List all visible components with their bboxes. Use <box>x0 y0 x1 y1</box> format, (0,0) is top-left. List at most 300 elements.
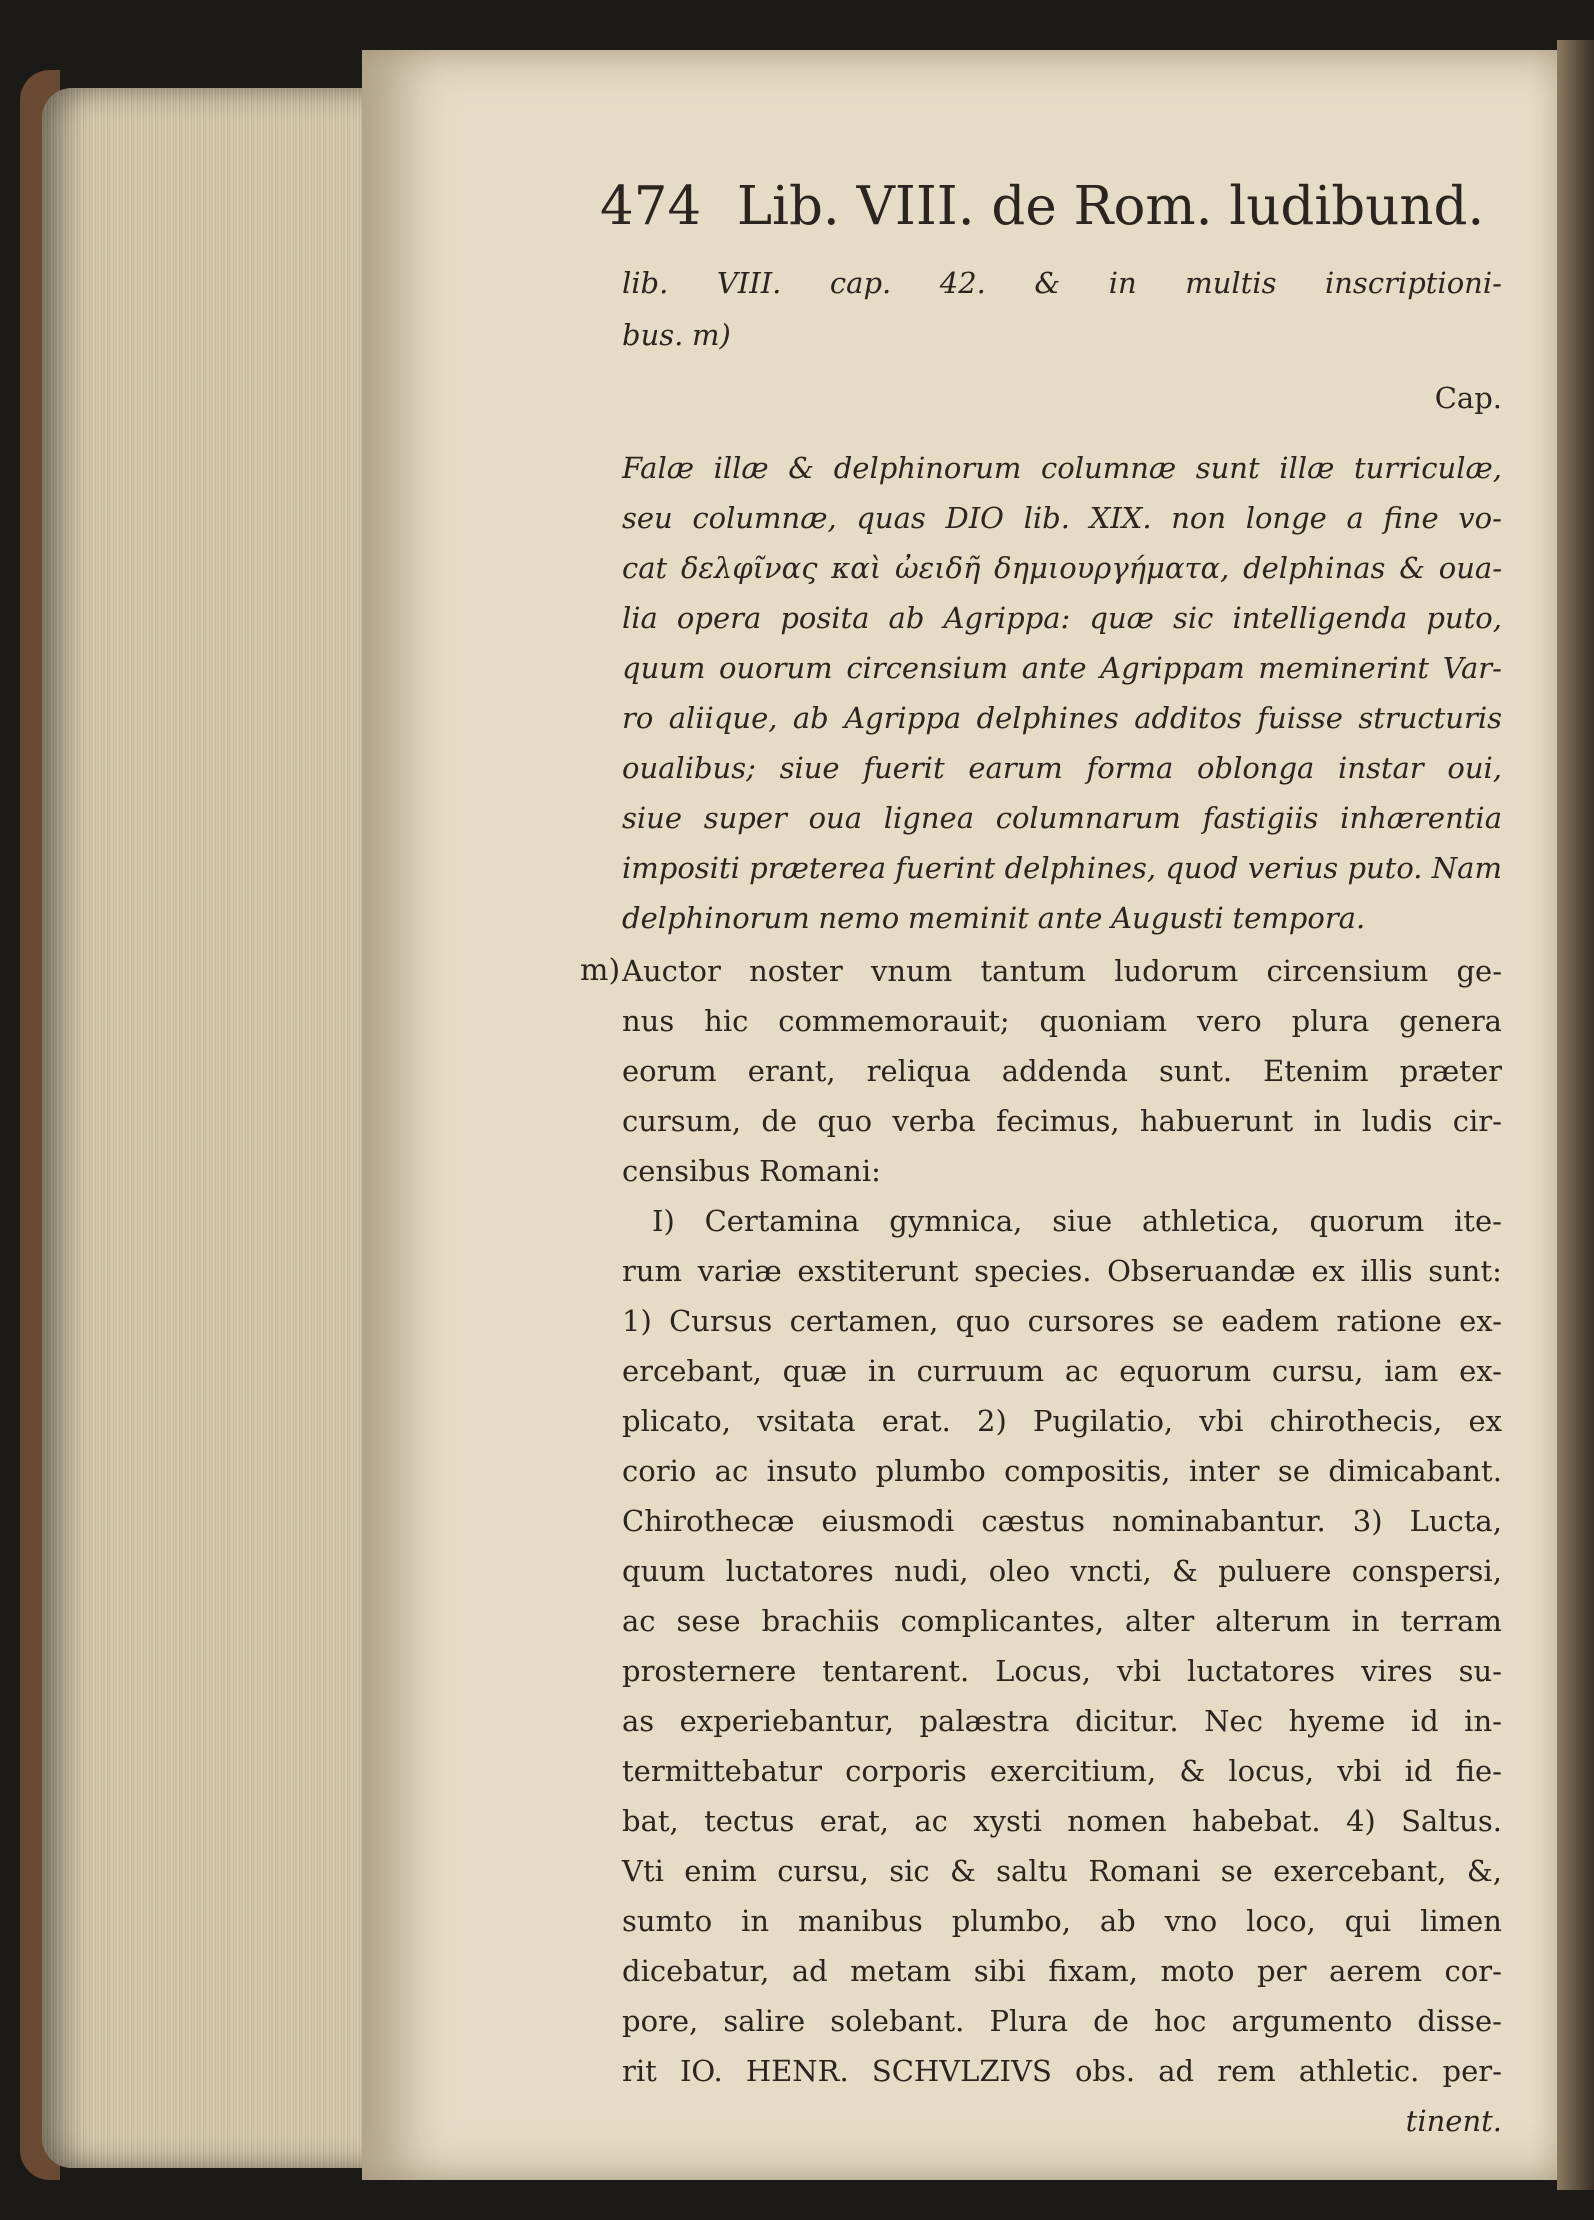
text-line <box>622 1648 1502 1694</box>
word: prosternere <box>622 1654 797 1688</box>
word: in <box>741 1904 770 1938</box>
word: ex- <box>1459 1354 1502 1388</box>
word: verba <box>892 1104 976 1138</box>
word: ac <box>622 1604 656 1638</box>
text-line <box>622 1848 1502 1894</box>
word: Nam <box>1431 851 1502 885</box>
word: fie- <box>1455 1754 1502 1788</box>
word: ex <box>1468 1404 1502 1438</box>
word: sic <box>889 1854 930 1888</box>
word: sumto <box>622 1904 713 1938</box>
word: circensium <box>1266 954 1429 988</box>
word: Chirothecæ <box>622 1504 795 1538</box>
word: impositi <box>622 851 740 885</box>
facing-page-edge <box>1557 40 1594 2190</box>
word: dimicabant. <box>1328 1454 1502 1488</box>
word: ὠειδῆ <box>894 551 981 585</box>
text-line <box>622 1698 1502 1744</box>
word: xysti <box>973 1804 1042 1838</box>
word: variæ <box>697 1254 782 1288</box>
word: hic <box>704 1004 749 1038</box>
word: intelligenda <box>1232 601 1408 635</box>
word: Saltus. <box>1401 1804 1502 1838</box>
word: nus <box>622 1004 675 1038</box>
word: illæ <box>1279 451 1335 485</box>
word: puto, <box>1426 601 1502 635</box>
word: 42. <box>939 266 986 300</box>
word: quum <box>622 651 706 685</box>
word: ge- <box>1456 954 1502 988</box>
word: iam <box>1384 1354 1439 1388</box>
word: athletic. <box>1298 2054 1420 2088</box>
word: vnum <box>871 954 953 988</box>
word: in- <box>1464 1704 1502 1738</box>
word: moto <box>1160 1954 1235 1988</box>
word: species. <box>974 1254 1092 1288</box>
word: HENR. <box>745 2054 849 2088</box>
word: illis <box>1360 1254 1413 1288</box>
page-number: 474 <box>600 176 702 237</box>
text-line <box>622 1498 1502 1544</box>
word: nudi, <box>894 1554 969 1588</box>
word: meminerint <box>1258 651 1430 685</box>
word: super <box>703 801 787 835</box>
word: Agrippam <box>1100 651 1245 685</box>
word: oui, <box>1447 751 1502 785</box>
word: tempora. <box>1232 901 1366 935</box>
word: aerem <box>1329 1954 1423 1988</box>
word: &, <box>1466 1854 1502 1888</box>
word: ante <box>1037 901 1103 935</box>
word: SCHVLZIVS <box>871 2054 1052 2088</box>
word: oblonga <box>1197 751 1315 785</box>
word: cir- <box>1452 1104 1502 1138</box>
word: inter <box>1188 1454 1260 1488</box>
word: chirothecis, <box>1269 1404 1443 1438</box>
word: termittebatur <box>622 1754 822 1788</box>
word: 3) <box>1352 1504 1383 1538</box>
word: habebat. <box>1192 1804 1321 1838</box>
text-line <box>622 1448 1502 1494</box>
word: curruum <box>916 1354 1045 1388</box>
word: καὶ <box>831 551 882 585</box>
word: Obseruandæ <box>1107 1254 1296 1288</box>
word: id <box>1410 1704 1439 1738</box>
word: Locus, <box>995 1654 1091 1688</box>
word: I) <box>652 1204 675 1238</box>
word: fuerit <box>863 751 945 785</box>
word: rit <box>622 2054 657 2088</box>
word: dicebatur, <box>622 1954 770 1988</box>
word: fecimus, <box>995 1104 1120 1138</box>
word: athletica, <box>1141 1204 1280 1238</box>
text-line <box>622 495 1502 541</box>
word: additos <box>1134 701 1242 735</box>
text-line <box>622 1248 1502 1294</box>
word: cap. <box>829 266 892 300</box>
word: reliqua <box>866 1054 971 1088</box>
word: turriculæ, <box>1353 451 1502 485</box>
word: erant, <box>747 1054 836 1088</box>
text-line <box>622 645 1502 691</box>
word: Romani: <box>759 1154 881 1188</box>
text-line <box>622 1298 1502 1344</box>
word: siue <box>779 751 840 785</box>
text-line <box>622 1798 1502 1844</box>
word: solebant. <box>830 2004 965 2038</box>
word: illæ <box>713 451 769 485</box>
word: Agrippa <box>844 701 962 735</box>
word: ite- <box>1454 1204 1502 1238</box>
word: ac <box>714 1454 749 1488</box>
word: enim <box>684 1854 757 1888</box>
word: erat. <box>881 1404 951 1438</box>
word: cursu, <box>777 1854 869 1888</box>
text-line <box>622 260 1502 306</box>
word: in <box>867 1354 896 1388</box>
word: tentarent. <box>822 1654 970 1688</box>
word: quorum <box>1309 1204 1425 1238</box>
word: puluere <box>1218 1554 1332 1588</box>
word: sese <box>676 1604 741 1638</box>
word: exstiterunt <box>797 1254 959 1288</box>
word: ercebant, <box>622 1354 762 1388</box>
text-line <box>622 1598 1502 1644</box>
word: commemorauit; <box>778 1004 1010 1038</box>
text-line <box>622 745 1502 791</box>
word: ac <box>1064 1354 1099 1388</box>
running-head: Lib. VIII. de Rom. ludibund. <box>736 176 1485 237</box>
word: compositis, <box>1004 1454 1171 1488</box>
word: locus, <box>1228 1754 1315 1788</box>
word: vo- <box>1458 501 1502 535</box>
word: Certamina <box>704 1204 860 1238</box>
word: cursu, <box>1271 1354 1364 1388</box>
word: corporis <box>845 1754 967 1788</box>
word: alter <box>1125 1604 1195 1638</box>
word: vno <box>1164 1904 1218 1938</box>
word: bus. <box>622 318 684 352</box>
word: gymnica, <box>889 1204 1023 1238</box>
word: plicato, <box>622 1404 731 1438</box>
text-line <box>622 545 1502 591</box>
word: fuerint <box>895 851 996 885</box>
text-line <box>622 445 1502 491</box>
text-line <box>622 1148 1502 1194</box>
page-header <box>600 172 1520 242</box>
word: oua <box>808 801 863 835</box>
word: hyeme <box>1288 1704 1386 1738</box>
text-line <box>622 375 1502 421</box>
word: siue <box>622 801 682 835</box>
word: saltu <box>996 1854 1068 1888</box>
word: cursores <box>1027 1304 1155 1338</box>
word: vbi <box>1199 1404 1244 1438</box>
word: & <box>1399 551 1426 585</box>
word: manibus <box>797 1904 923 1938</box>
word: 1) <box>622 1304 652 1338</box>
word: delphinorum <box>833 451 1022 485</box>
word: inhærentia <box>1340 801 1502 835</box>
word: vsitata <box>757 1404 856 1438</box>
word: quo <box>817 1104 873 1138</box>
word: vbi <box>1116 1654 1162 1688</box>
text-line <box>622 1998 1502 2044</box>
word: tectus <box>704 1804 795 1838</box>
word: quas <box>856 501 926 535</box>
word: erat, <box>819 1804 889 1838</box>
word: in <box>1108 266 1137 300</box>
text-line <box>622 695 1502 741</box>
word: Auctor <box>622 954 721 988</box>
word: lia <box>622 601 658 635</box>
word: præter <box>1399 1054 1502 1088</box>
word: sunt: <box>1428 1254 1502 1288</box>
word: equorum <box>1119 1354 1252 1388</box>
word: præterea <box>749 851 886 885</box>
word: siue <box>1052 1204 1113 1238</box>
word: ratione <box>1336 1304 1442 1338</box>
text-line <box>622 2048 1502 2094</box>
word: & <box>949 1854 976 1888</box>
word: obs. <box>1074 2054 1136 2088</box>
note-marker: m) <box>580 953 621 988</box>
word: id <box>1404 1754 1433 1788</box>
text-line <box>622 1748 1502 1794</box>
word: palæstra <box>919 1704 1050 1738</box>
word: ab <box>1099 1904 1136 1938</box>
word: plumbo <box>875 1454 986 1488</box>
word: sunt <box>1195 451 1260 485</box>
word: non <box>1171 501 1227 535</box>
word: loco, <box>1246 1904 1316 1938</box>
word: per- <box>1442 2054 1502 2088</box>
word: DIO <box>945 501 1004 535</box>
word: corio <box>622 1454 697 1488</box>
word: columnarum <box>995 801 1181 835</box>
word: a <box>1346 501 1364 535</box>
word: ac <box>914 1804 948 1838</box>
word: rem <box>1217 2054 1276 2088</box>
word: oualibus; <box>622 751 756 785</box>
word: ad <box>791 1954 828 1988</box>
word: plura <box>1291 1004 1370 1038</box>
word: fixam, <box>1048 1954 1138 1988</box>
word: oua- <box>1438 551 1502 585</box>
word: quoniam <box>1039 1004 1167 1038</box>
word: exercitium, <box>989 1754 1157 1788</box>
word: ro <box>622 701 654 735</box>
word: tantum <box>980 954 1086 988</box>
word: ad <box>1158 2054 1195 2088</box>
word: Nec <box>1204 1704 1263 1738</box>
word: 2) <box>977 1404 1007 1438</box>
word: Agrippa: <box>943 601 1071 635</box>
word: vncti, <box>1070 1554 1152 1588</box>
word: δελφῖνας <box>680 551 818 585</box>
word: rum <box>622 1254 683 1288</box>
word: disse- <box>1417 2004 1502 2038</box>
word: cursum, <box>622 1104 742 1138</box>
word: se <box>1172 1304 1205 1338</box>
word: quum <box>622 1554 706 1588</box>
word: in <box>1351 1604 1380 1638</box>
word: tinent. <box>1405 2104 1502 2138</box>
text-line <box>622 998 1502 1044</box>
text-line <box>622 1398 1502 1444</box>
text-line <box>622 2098 1502 2144</box>
word: quod <box>1165 851 1239 885</box>
word: & <box>788 451 815 485</box>
word: plumbo, <box>951 1904 1071 1938</box>
word: fine <box>1383 501 1439 535</box>
word: Vti <box>622 1854 664 1888</box>
word: eorum <box>622 1054 717 1088</box>
word: Lucta, <box>1409 1504 1502 1538</box>
word: & <box>1179 1754 1206 1788</box>
word: eadem <box>1221 1304 1320 1338</box>
word: vero <box>1196 1004 1262 1038</box>
text-line <box>622 1348 1502 1394</box>
word: lib. <box>1023 501 1070 535</box>
word: Falæ <box>622 451 694 485</box>
word: luctatores <box>1187 1654 1336 1688</box>
word: cat <box>622 551 668 585</box>
word: cor- <box>1444 1954 1502 1988</box>
word: quo <box>955 1304 1011 1338</box>
word: lib. <box>622 266 669 300</box>
word: longe <box>1245 501 1327 535</box>
word: fastigiis <box>1202 801 1319 835</box>
text-line <box>622 312 1502 358</box>
text-line <box>622 795 1502 841</box>
word: m) <box>692 318 731 352</box>
word: Pugilatio, <box>1032 1404 1174 1438</box>
word: in <box>1313 1104 1342 1138</box>
word: Etenim <box>1263 1054 1369 1088</box>
word: δημιουργήματα, <box>994 551 1230 585</box>
page-stack-edge <box>42 88 372 2168</box>
word: ex <box>1311 1254 1345 1288</box>
word: vires <box>1361 1654 1433 1688</box>
text-line <box>580 948 1502 994</box>
word: quæ <box>1089 601 1154 635</box>
word: alterum <box>1215 1604 1331 1638</box>
word: dicitur. <box>1075 1704 1179 1738</box>
word: metam <box>850 1954 952 1988</box>
word: earum <box>968 751 1063 785</box>
word: opera <box>676 601 762 635</box>
word: vbi <box>1337 1754 1382 1788</box>
word: ex- <box>1459 1304 1502 1338</box>
word: addenda <box>1001 1054 1128 1088</box>
word: delphinorum <box>622 901 810 935</box>
word: Var- <box>1442 651 1502 685</box>
word: ouorum <box>719 651 833 685</box>
word: de <box>1093 2004 1129 2038</box>
word: oleo <box>988 1554 1051 1588</box>
word: censibus <box>622 1154 751 1188</box>
word: brachiis <box>761 1604 880 1638</box>
word: forma <box>1086 751 1174 785</box>
word: Cursus <box>669 1304 773 1338</box>
word: nomen <box>1067 1804 1167 1838</box>
word: delphines, <box>1004 851 1157 885</box>
word: genera <box>1399 1004 1502 1038</box>
word: habuerunt <box>1139 1104 1294 1138</box>
word: argumento <box>1231 2004 1393 2038</box>
word: structuris <box>1358 701 1502 735</box>
word: VIII. <box>716 266 782 300</box>
word: & <box>1034 266 1061 300</box>
word: cæstus <box>981 1504 1085 1538</box>
text-line <box>652 1198 1502 1244</box>
word: inscriptioni- <box>1324 266 1502 300</box>
word: noster <box>749 954 843 988</box>
word: sic <box>1172 601 1214 635</box>
word: qui <box>1344 1904 1392 1938</box>
word: instar <box>1338 751 1424 785</box>
word: fuisse <box>1257 701 1343 735</box>
word: meminit <box>907 901 1029 935</box>
word: 4) <box>1345 1804 1376 1838</box>
word: ante <box>1021 651 1087 685</box>
word: sibi <box>973 1954 1026 1988</box>
word: se <box>1220 1854 1253 1888</box>
word: nemo <box>818 901 900 935</box>
word: ludorum <box>1114 954 1239 988</box>
word: nominabantur. <box>1112 1504 1326 1538</box>
word: Romani <box>1088 1854 1201 1888</box>
word: ludis <box>1361 1104 1433 1138</box>
word: Cap. <box>1434 381 1502 415</box>
word: columnæ <box>1041 451 1177 485</box>
text-line <box>622 1548 1502 1594</box>
word: Plura <box>989 2004 1069 2038</box>
word: experiebantur, <box>679 1704 894 1738</box>
word: XIX. <box>1089 501 1152 535</box>
word: complicantes, <box>900 1604 1105 1638</box>
word: salire <box>723 2004 806 2038</box>
word: quæ <box>782 1354 848 1388</box>
word: de <box>761 1104 798 1138</box>
word: eiusmodi <box>821 1504 955 1538</box>
word: insuto <box>766 1454 858 1488</box>
word: multis <box>1185 266 1277 300</box>
word: puto. <box>1347 851 1423 885</box>
text-line <box>622 595 1502 641</box>
text-line <box>622 1098 1502 1144</box>
text-line <box>622 1948 1502 1994</box>
word: hoc <box>1153 2004 1207 2038</box>
word: limen <box>1420 1904 1502 1938</box>
word: se <box>1277 1454 1310 1488</box>
word: conspersi, <box>1351 1554 1502 1588</box>
word: bat, <box>622 1804 679 1838</box>
word: & <box>1172 1554 1198 1588</box>
word: terram <box>1400 1604 1502 1638</box>
text-line <box>622 845 1502 891</box>
text-line <box>622 1898 1502 1944</box>
word: luctatores <box>725 1554 874 1588</box>
word: exercebant, <box>1273 1854 1447 1888</box>
word: IO. <box>679 2054 723 2088</box>
word: Augusti <box>1111 901 1224 935</box>
word: circensium <box>846 651 1009 685</box>
word: as <box>622 1704 655 1738</box>
word: aliique, <box>668 701 778 735</box>
word: lignea <box>883 801 974 835</box>
